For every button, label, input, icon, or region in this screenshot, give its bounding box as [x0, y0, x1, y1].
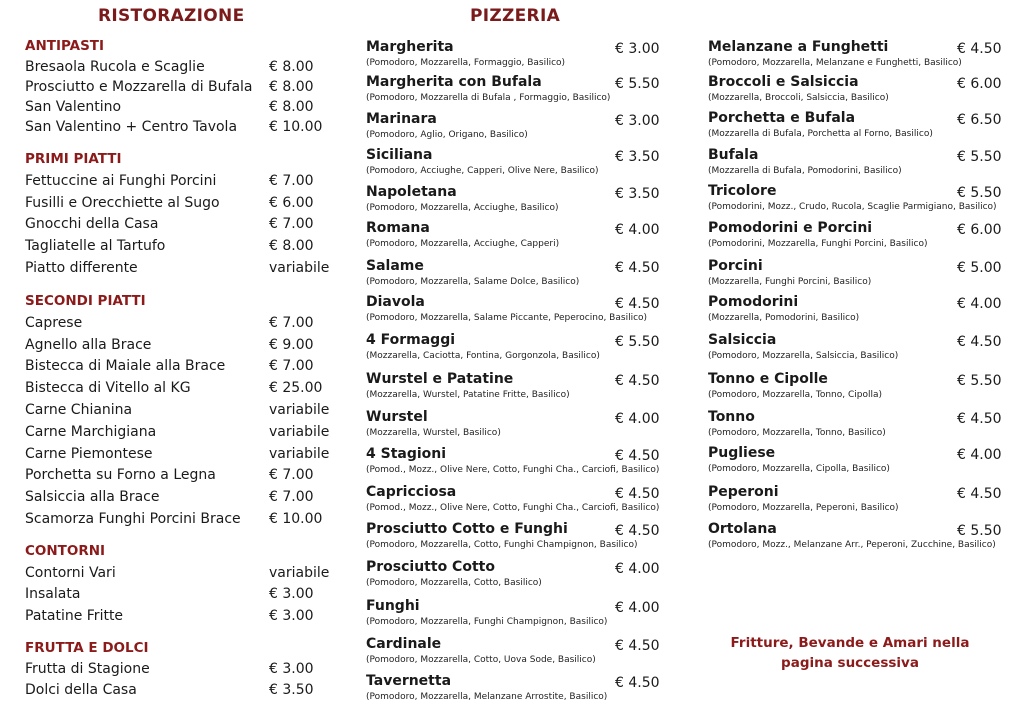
pizza-name: Prosciutto Cotto e Funghi — [366, 521, 568, 537]
menu-item — [25, 465, 345, 485]
pizza-name: Porchetta e Bufala — [708, 110, 856, 126]
menu-item — [25, 356, 345, 376]
pizza-ingredients: (Pomodoro, Mozzarella, Tonno, Cipolla) — [708, 390, 883, 400]
pizza-price: € 6.00 — [957, 76, 1002, 92]
pizza-price: € 4.50 — [615, 675, 660, 691]
item-name: Prosciutto e Mozzarella di Bufala — [25, 79, 253, 95]
pizza-price: € 6.50 — [957, 112, 1002, 128]
pizza-price: € 4.50 — [615, 523, 660, 539]
pizza-price: € 3.50 — [615, 149, 660, 165]
menu-item — [25, 378, 345, 398]
pizza-item — [708, 408, 1024, 444]
item-price: € 7.00 — [269, 315, 314, 331]
section-title-primi: PRIMI PIATTI — [25, 151, 122, 167]
pizza-item — [366, 73, 666, 109]
pizza-price: € 3.00 — [615, 41, 660, 57]
item-price: variabile — [269, 260, 330, 276]
pizza-ingredients: (Pomodoro, Mozzarella, Peperoni, Basilico) — [708, 503, 899, 513]
pizza-ingredients: (Mozzarella di Bufala, Porchetta al Forno, Basilico) — [708, 129, 933, 139]
pizza-price: € 4.50 — [615, 486, 660, 502]
pizza-ingredients: (Pomodoro, Mozzarella, Cotto, Basilico) — [366, 578, 542, 588]
pizza-price: € 4.00 — [957, 447, 1002, 463]
menu-item — [25, 117, 345, 137]
next-page-note-line-2: pagina successiva — [781, 655, 919, 671]
pizza-ingredients: (Pomodoro, Aglio, Origano, Basilico) — [366, 130, 528, 140]
next-page-note-line-1: Fritture, Bevande e Amari nella — [730, 635, 970, 651]
item-price: € 8.00 — [269, 79, 314, 95]
pizza-price: € 4.50 — [615, 373, 660, 389]
menu-item — [25, 77, 345, 97]
pizza-name: Pugliese — [708, 445, 776, 461]
pizza-item — [366, 370, 666, 406]
item-price: € 9.00 — [269, 337, 314, 353]
item-name: San Valentino — [25, 99, 122, 115]
pizza-name: 4 Formaggi — [366, 332, 456, 348]
item-price: € 8.00 — [269, 59, 314, 75]
pizza-price: € 5.50 — [615, 334, 660, 350]
item-name: Salsiccia alla Brace — [25, 489, 160, 505]
pizza-ingredients: (Pomodorini, Mozz., Crudo, Rucola, Scaglie Parmigiano, Basilico) — [708, 202, 997, 212]
item-name: Agnello alla Brace — [25, 337, 152, 353]
pizza-ingredients: (Mozzarella, Wurstel, Patatine Fritte, Basilico) — [366, 390, 570, 400]
section-title-antipasti: ANTIPASTI — [25, 38, 105, 54]
pizza-ingredients: (Mozzarella, Caciotta, Fontina, Gorgonzola, Basilico) — [366, 351, 600, 361]
pizza-item — [366, 293, 666, 329]
pizza-ingredients: (Mozzarella, Broccoli, Salsiccia, Basilico) — [708, 93, 889, 103]
item-price: € 7.00 — [269, 467, 314, 483]
item-name: Porchetta su Forno a Legna — [25, 467, 216, 483]
pizza-ingredients: (Mozzarella, Wurstel, Basilico) — [366, 428, 501, 438]
pizza-item — [366, 38, 666, 74]
item-name: Patatine Fritte — [25, 608, 124, 624]
item-name: Frutta di Stagione — [25, 661, 150, 677]
pizza-ingredients: (Pomodoro, Mozzarella, Melanzane Arrostite, Basilico) — [366, 692, 608, 702]
ristorazione-heading: RISTORAZIONE — [98, 6, 245, 26]
pizza-name: Napoletana — [366, 184, 457, 200]
pizza-price: € 4.50 — [957, 486, 1002, 502]
pizza-name: Tonno — [708, 409, 755, 425]
item-name: Insalata — [25, 586, 81, 602]
item-name: Carne Piemontese — [25, 446, 153, 462]
item-price: € 25.00 — [269, 380, 323, 396]
item-price: € 6.00 — [269, 195, 314, 211]
pizza-item — [708, 483, 1024, 519]
menu-item — [25, 509, 345, 529]
menu-item — [25, 584, 345, 604]
menu-item — [25, 214, 345, 234]
item-name: Tagliatelle al Tartufo — [25, 238, 166, 254]
pizza-name: Ortolana — [708, 521, 777, 537]
pizza-item — [366, 445, 666, 481]
menu-item — [25, 171, 345, 191]
item-price: variabile — [269, 565, 330, 581]
pizza-name: Broccoli e Salsiccia — [708, 74, 859, 90]
pizza-name: Peperoni — [708, 484, 779, 500]
pizza-price: € 4.50 — [615, 296, 660, 312]
item-name: Contorni Vari — [25, 565, 116, 581]
pizza-price: € 5.50 — [957, 185, 1002, 201]
pizza-name: Wurstel — [366, 409, 428, 425]
pizza-item — [366, 520, 666, 556]
pizza-item — [708, 38, 1024, 74]
item-name: Carne Marchigiana — [25, 424, 157, 440]
pizza-name: Porcini — [708, 258, 763, 274]
item-price: € 8.00 — [269, 238, 314, 254]
pizza-item — [708, 146, 1024, 182]
menu-item — [25, 313, 345, 333]
menu-item — [25, 193, 345, 213]
menu-item — [25, 97, 345, 117]
pizza-price: € 3.00 — [615, 113, 660, 129]
pizza-name: Salame — [366, 258, 424, 274]
item-name: Bistecca di Vitello al KG — [25, 380, 191, 396]
item-name: Scamorza Funghi Porcini Brace — [25, 511, 241, 527]
pizza-item — [708, 182, 1024, 218]
pizza-price: € 5.50 — [957, 373, 1002, 389]
pizza-ingredients: (Pomodoro, Mozzarella, Cipolla, Basilico) — [708, 464, 890, 474]
item-price: € 7.00 — [269, 489, 314, 505]
item-name: Bresaola Rucola e Scaglie — [25, 59, 205, 75]
pizza-item — [708, 370, 1024, 406]
pizza-ingredients: (Pomodoro, Mozzarella, Melanzane e Funghetti, Basilico) — [708, 58, 962, 68]
pizza-item — [366, 331, 666, 367]
section-title-secondi: SECONDI PIATTI — [25, 293, 146, 309]
pizza-ingredients: (Pomod., Mozz., Olive Nere, Cotto, Funghi Cha., Carciofi, Basilico) — [366, 465, 660, 475]
menu-item — [25, 487, 345, 507]
pizza-item — [366, 672, 666, 708]
pizza-ingredients: (Pomodoro, Mozzarella, Tonno, Basilico) — [708, 428, 886, 438]
section-title-contorni: CONTORNI — [25, 543, 106, 559]
pizza-item — [366, 183, 666, 219]
pizza-name: Margherita — [366, 39, 454, 55]
pizzeria-heading: PIZZERIA — [470, 6, 561, 26]
pizza-name: Siciliana — [366, 147, 433, 163]
item-price: € 7.00 — [269, 173, 314, 189]
pizza-price: € 4.00 — [615, 222, 660, 238]
menu-item — [25, 606, 345, 626]
pizza-item — [708, 331, 1024, 367]
item-name: Fettuccine ai Funghi Porcini — [25, 173, 217, 189]
next-page-note — [720, 633, 980, 673]
pizza-price: € 6.00 — [957, 222, 1002, 238]
pizza-name: Tonno e Cipolle — [708, 371, 828, 387]
pizza-price: € 5.50 — [957, 523, 1002, 539]
item-price: € 3.00 — [269, 608, 314, 624]
pizza-price: € 4.00 — [615, 411, 660, 427]
pizza-price: € 4.50 — [615, 638, 660, 654]
pizza-item — [366, 558, 666, 594]
menu-item — [25, 335, 345, 355]
menu-item — [25, 422, 345, 442]
section-title-frutta: FRUTTA E DOLCI — [25, 640, 149, 656]
item-price: € 10.00 — [269, 119, 323, 135]
item-name: Fusilli e Orecchiette al Sugo — [25, 195, 220, 211]
pizza-item — [708, 444, 1024, 480]
item-price: € 8.00 — [269, 99, 314, 115]
pizza-price: € 4.00 — [615, 561, 660, 577]
pizza-item — [708, 73, 1024, 109]
pizza-price: € 4.00 — [957, 296, 1002, 312]
item-price: € 3.00 — [269, 661, 314, 677]
pizza-price: € 5.50 — [957, 149, 1002, 165]
pizza-name: Bufala — [708, 147, 759, 163]
pizza-name: Tavernetta — [366, 673, 452, 689]
pizza-ingredients: (Pomodoro, Mozzarella, Acciughe, Capperi) — [366, 239, 560, 249]
pizza-ingredients: (Pomodoro, Mozzarella, Acciughe, Basilico) — [366, 203, 559, 213]
menu-item — [25, 258, 345, 278]
pizza-ingredients: (Mozzarella, Pomodorini, Basilico) — [708, 313, 860, 323]
item-price: € 7.00 — [269, 358, 314, 374]
pizza-item — [708, 109, 1024, 145]
pizza-item — [708, 257, 1024, 293]
item-price: € 3.50 — [269, 682, 314, 698]
pizza-item — [366, 110, 666, 146]
pizza-name: Wurstel e Patatine — [366, 371, 514, 387]
menu-item — [25, 400, 345, 420]
pizza-name: Margherita con Bufala — [366, 74, 542, 90]
pizza-price: € 5.00 — [957, 260, 1002, 276]
item-price: variabile — [269, 424, 330, 440]
pizza-name: Diavola — [366, 294, 425, 310]
pizza-price: € 3.50 — [615, 186, 660, 202]
pizza-price: € 4.50 — [957, 334, 1002, 350]
pizza-item — [366, 597, 666, 633]
item-price: € 10.00 — [269, 511, 323, 527]
pizza-item — [708, 520, 1024, 556]
pizza-name: Funghi — [366, 598, 420, 614]
menu-item — [25, 563, 345, 583]
item-price: € 7.00 — [269, 216, 314, 232]
pizza-ingredients: (Pomodoro, Mozzarella, Salame Dolce, Basilico) — [366, 277, 580, 287]
pizza-ingredients: (Pomodoro, Mozzarella, Funghi Champignon, Basilico) — [366, 617, 608, 627]
pizza-ingredients: (Pomodoro, Mozzarella, Formaggio, Basilico) — [366, 58, 566, 68]
pizza-item — [366, 483, 666, 519]
item-name: Piatto differente — [25, 260, 138, 276]
pizza-name: Marinara — [366, 111, 437, 127]
pizza-item — [366, 257, 666, 293]
pizza-price: € 5.50 — [615, 76, 660, 92]
pizza-name: Prosciutto Cotto — [366, 559, 495, 575]
pizza-name: Pomodorini — [708, 294, 799, 310]
item-name: Bistecca di Maiale alla Brace — [25, 358, 226, 374]
pizza-price: € 4.50 — [615, 260, 660, 276]
pizza-item — [366, 635, 666, 671]
pizza-price: € 4.50 — [615, 448, 660, 464]
item-name: Gnocchi della Casa — [25, 216, 159, 232]
pizza-item — [366, 408, 666, 444]
pizza-ingredients: (Pomodoro, Mozz., Melanzane Arr., Peperoni, Zucchine, Basilico) — [708, 540, 996, 550]
pizza-ingredients: (Pomod., Mozz., Olive Nere, Cotto, Funghi Cha., Carciofi, Basilico) — [366, 503, 660, 513]
pizza-ingredients: (Pomodorini, Mozzarella, Funghi Porcini, Basilico) — [708, 239, 928, 249]
pizza-item — [366, 219, 666, 255]
pizza-item — [366, 146, 666, 182]
pizza-name: Cardinale — [366, 636, 442, 652]
pizza-name: 4 Stagioni — [366, 446, 447, 462]
pizza-price: € 4.50 — [957, 41, 1002, 57]
menu-item — [25, 680, 345, 700]
pizza-ingredients: (Pomodoro, Mozzarella, Salsiccia, Basilico) — [708, 351, 899, 361]
pizza-name: Salsiccia — [708, 332, 777, 348]
menu-item — [25, 57, 345, 77]
pizza-ingredients: (Pomodoro, Acciughe, Capperi, Olive Nere, Basilico) — [366, 166, 599, 176]
pizza-item — [708, 293, 1024, 329]
pizza-ingredients: (Pomodoro, Mozzarella, Cotto, Funghi Champignon, Basilico) — [366, 540, 638, 550]
menu-item — [25, 444, 345, 464]
menu-item — [25, 236, 345, 256]
item-name: San Valentino + Centro Tavola — [25, 119, 238, 135]
item-price: variabile — [269, 446, 330, 462]
pizza-ingredients: (Pomodoro, Mozzarella, Salame Piccante, Peperocino, Basilico) — [366, 313, 648, 323]
pizza-ingredients: (Pomodoro, Mozzarella, Cotto, Uova Sode, Basilico) — [366, 655, 596, 665]
pizza-price: € 4.00 — [615, 600, 660, 616]
pizza-name: Capricciosa — [366, 484, 457, 500]
pizza-name: Pomodorini e Porcini — [708, 220, 873, 236]
item-name: Caprese — [25, 315, 83, 331]
pizza-item — [708, 219, 1024, 255]
item-price: variabile — [269, 402, 330, 418]
item-price: € 3.00 — [269, 586, 314, 602]
pizza-ingredients: (Mozzarella, Funghi Porcini, Basilico) — [708, 277, 872, 287]
menu-item — [25, 659, 345, 679]
pizza-name: Romana — [366, 220, 430, 236]
pizza-name: Melanzane a Funghetti — [708, 39, 889, 55]
item-name: Dolci della Casa — [25, 682, 137, 698]
pizza-price: € 4.50 — [957, 411, 1002, 427]
pizza-ingredients: (Mozzarella di Bufala, Pomodorini, Basilico) — [708, 166, 902, 176]
pizza-name: Tricolore — [708, 183, 777, 199]
pizza-ingredients: (Pomodoro, Mozzarella di Bufala , Formaggio, Basilico) — [366, 93, 611, 103]
item-name: Carne Chianina — [25, 402, 133, 418]
